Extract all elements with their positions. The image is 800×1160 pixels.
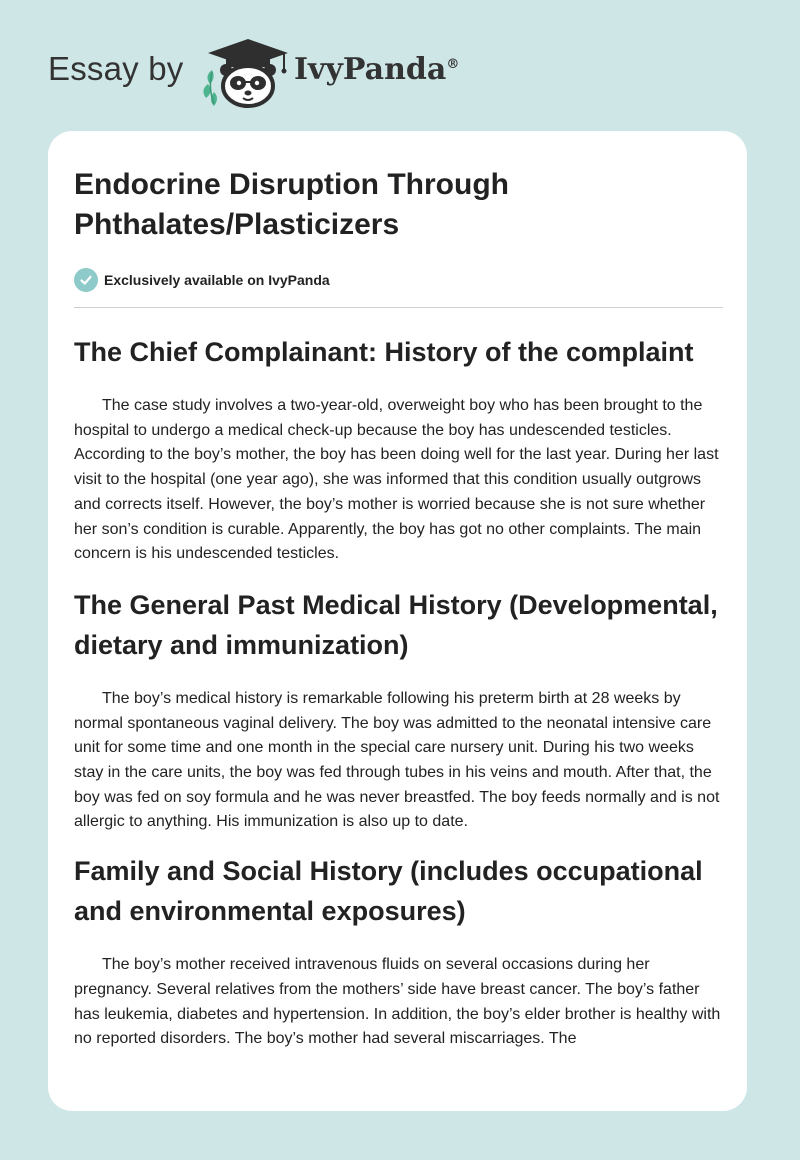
brand-prefix: Essay by xyxy=(48,50,184,87)
badge-text: Exclusively available on IvyPanda xyxy=(104,272,330,288)
essay-card xyxy=(48,131,747,1111)
check-circle-icon xyxy=(74,268,98,292)
section-paragraph: The case study involves a two-year-old, overweight boy who has been brought to the hospital to undergo a medical check-up because the boy has undescended testicles. According to the boy’s mother, the boy has been doing well for the last year. During her last visit to the hospital (one year ago), she was informed that this condition usually outgrows and corrects itself. However, the boy’s mother is worried because she is not sure whether her son’s condition is curable. Apparently, the boy has got no other complaints. The main concern is his undescended testicles. xyxy=(74,397,719,563)
divider xyxy=(74,307,723,308)
exclusive-badge xyxy=(74,267,723,293)
section-paragraph: The boy’s mother received intravenous fluids on several occasions during her pregnancy. Several relatives from the mothers’ side have breast cancer. The boy’s father has leukemia, diabetes and hypertension. In addition, the boy’s elder brother is healthy with no reported disorders. The boy’s mother had several miscarriages. The xyxy=(74,956,721,1048)
section-family-social-history xyxy=(74,851,723,1052)
section-paragraph: The boy’s medical history is remarkable following his preterm birth at 28 weeks by normal spontaneous vaginal delivery. The boy was admitted to the neonatal intensive care unit for some time and one month in the special care nursery unit. During his two weeks stay in the care units, the boy was fed through tubes in his veins and mouth. After that, the boy was fed on soy formula and he was never breastfed. The boy feeds normally and is not allergic to anything. His immunization is also up to date. xyxy=(74,689,720,831)
site-header xyxy=(0,0,800,130)
brand-name[interactable]: IvyPanda® xyxy=(294,52,460,87)
section-heading: The Chief Complainant: History of the complaint xyxy=(74,337,694,367)
section-heading: Family and Social History (includes occupational and environmental exposures) xyxy=(74,856,703,927)
section-chief-complaint xyxy=(74,332,723,567)
panda-graduate-icon[interactable] xyxy=(196,36,292,108)
section-past-medical-history xyxy=(74,585,723,835)
document-title: Endocrine Disruption Through Phthalates/Plasticizers xyxy=(74,168,509,241)
registered-mark: ® xyxy=(446,57,460,72)
section-heading: The General Past Medical History (Developmental, dietary and immunization) xyxy=(74,589,718,660)
